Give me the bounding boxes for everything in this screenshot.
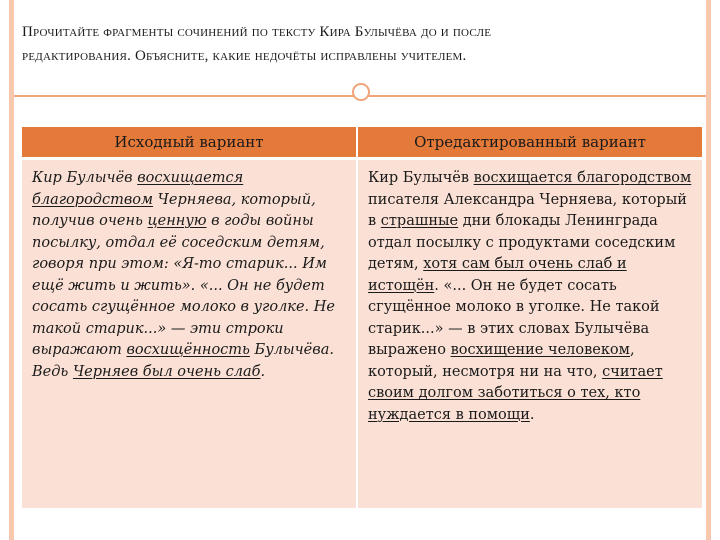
divider-circle-ornament [352,83,370,101]
task-heading-line-1: Прочитайте фрагменты сочинений по тексту Кира Булычёва до и после [22,24,492,40]
right-frame-border [706,0,711,540]
text-fragment: в годы войны посылку, отдал её соседским детям, говоря при этом: «Я-то старик... Им ещё жить и жить». «... Он не будет сосать сгущённое молоко в уголке. Не такой старик...» — эти строки выражают [32,213,335,358]
underlined-fragment: страшные [380,213,459,229]
comparison-table [22,127,702,508]
underlined-fragment: Черняев был очень слаб [72,363,261,380]
underlined-fragment: ценную [147,213,207,229]
header-edited-version: Отредактированный вариант [356,127,702,157]
table-header-row [22,127,702,157]
underlined-fragment: восхищается благородством [32,170,244,208]
text-fragment: Кир Булычёв [32,170,138,186]
text-fragment: Булычёва. Ведь [32,342,334,380]
text-fragment: Кир Булычёв [368,170,474,186]
underlined-fragment: хотя сам был очень слаб и истощён [368,256,627,294]
text-fragment: , который, несмотря ни на что, [368,342,635,380]
text-fragment: . «... Он не будет сосать сгущённое молоко в уголке. Не такой старик...» — в этих словах Булычёва выражено [368,277,660,358]
text-fragment: Черняева, который, получив очень [32,191,316,229]
task-heading-line-2: редактирования. Объясните, какие недочёты исправлены учителем. [22,48,467,64]
table-row [22,157,702,508]
text-fragment: дни блокады Ленинграда отдал посылку с продуктами соседским детям, [368,213,676,272]
text-fragment: . [529,406,535,423]
underlined-fragment: считает своим долгом заботиться о тех, кто нуждается в помощи [368,363,663,423]
header-original-version: Исходный вариант [22,127,356,157]
text-fragment: . [260,363,266,380]
original-text-cell [22,157,356,508]
task-heading [22,20,662,68]
underlined-fragment: восхищение человеком [450,342,630,358]
edited-text-cell [356,157,702,508]
underlined-fragment: восхищается благородством [473,170,692,186]
left-frame-border [9,0,14,540]
underlined-fragment: восхищённость [126,342,250,358]
text-fragment: писателя Александра Черняева, который в [368,191,687,229]
